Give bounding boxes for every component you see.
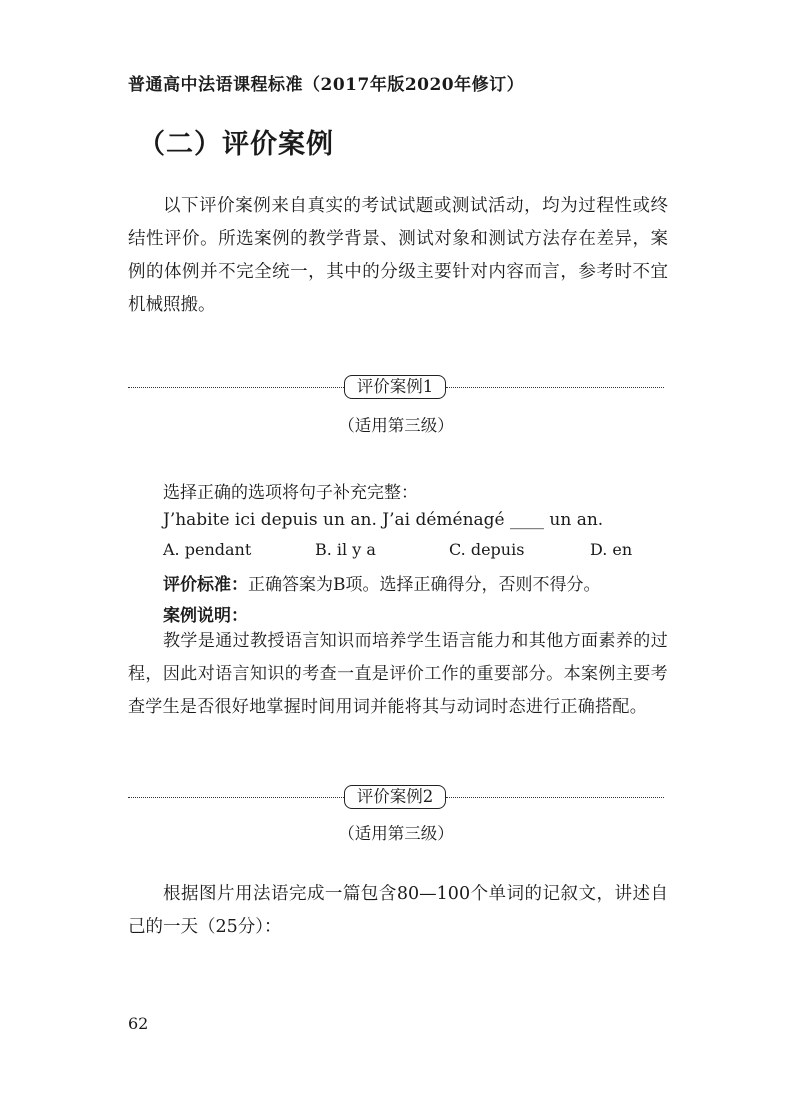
option-d: D. en — [590, 540, 633, 559]
case1-tag: 评价案例1 — [344, 375, 446, 399]
case1-options — [163, 540, 643, 564]
intro-paragraph: 以下评价案例来自真实的考试试题或测试活动，均为过程性或终结性评价。所选案例的教学背景、测试对象和测试方法存在差异，案例的体例并不完全统一，其中的分级主要针对内容而言，参考时不宜机械照搬。 — [128, 196, 668, 315]
criteria-text: 正确答案为B项。选择正确得分，否则不得分。 — [248, 575, 601, 595]
case1-explain-text: 教学是通过教授语言知识而培养学生语言能力和其他方面素养的过程，因此对语言知识的考查一直是评价工作的重要部分。本案例主要考查学生是否很好地掌握时间用词并能将其与动词时态进行正确搭配。 — [128, 631, 668, 717]
dotted-rule-left — [128, 797, 344, 798]
section-title: （二）评价案例 — [138, 129, 334, 160]
case2-instruction: 根据图片用法语完成一篇包含80—100个单词的记叙文，讲述自己的一天（25分）： — [128, 884, 668, 937]
case1-criteria — [163, 570, 601, 595]
criteria-label: 评价标准： — [163, 575, 248, 595]
dotted-rule-right — [446, 387, 664, 388]
case1-explain-label: 案例说明： — [163, 606, 248, 626]
dotted-rule-right — [446, 797, 664, 798]
option-c: C. depuis — [449, 540, 525, 559]
option-a: A. pendant — [163, 540, 252, 559]
case2-divider — [128, 785, 664, 807]
case2-level: （适用第三级） — [338, 824, 454, 843]
case1-level: （适用第三级） — [338, 416, 454, 435]
option-b: B. il y a — [315, 540, 376, 559]
case2-tag: 评价案例2 — [344, 785, 446, 809]
case1-sentence: J’habite ici depuis un an. J’ai déménagé ____ un an. — [163, 510, 604, 530]
dotted-rule-left — [128, 387, 344, 388]
case1-divider — [128, 375, 664, 397]
running-header: 普通高中法语课程标准（2017年版2020年修订） — [128, 75, 525, 95]
case1-instruction: 选择正确的选项将句子补充完整： — [163, 483, 418, 503]
page-number: 62 — [128, 1014, 149, 1033]
